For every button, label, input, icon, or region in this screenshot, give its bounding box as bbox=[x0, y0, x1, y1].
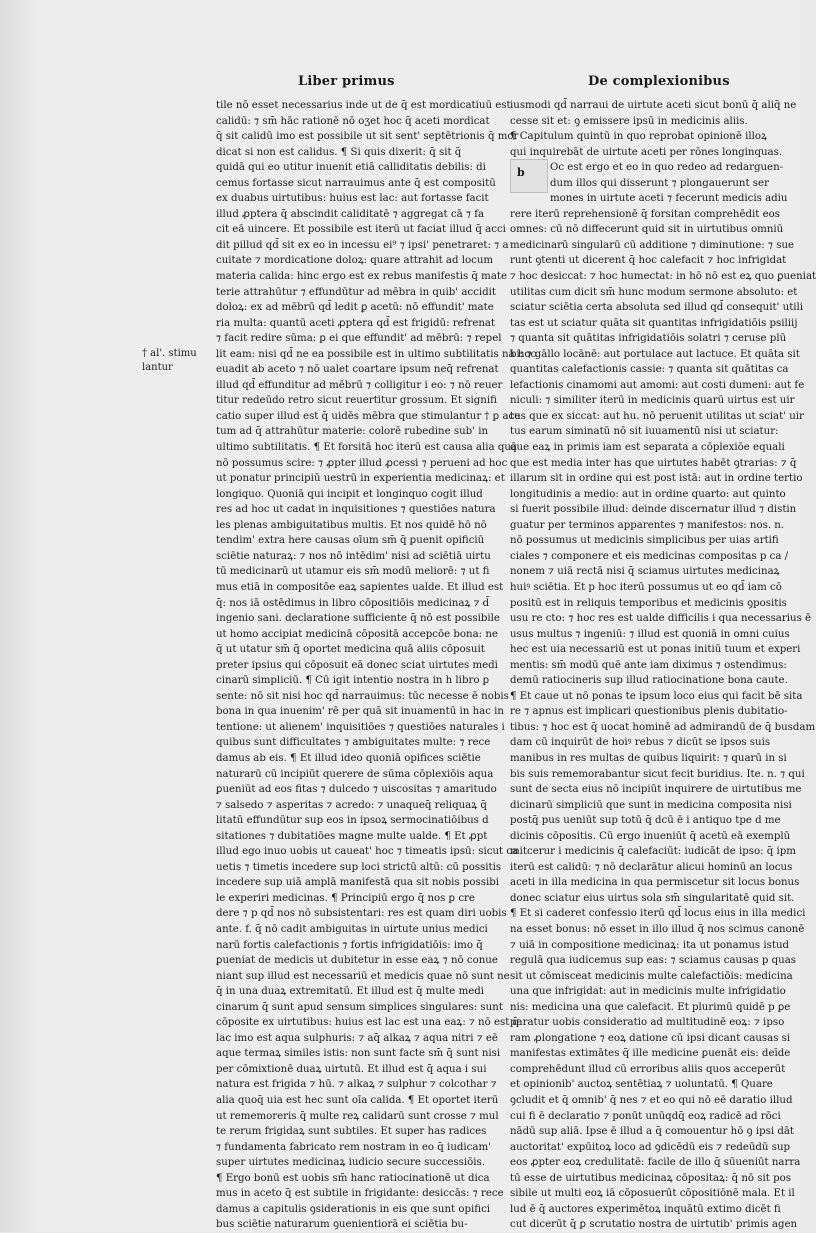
text-line: sciatur sciētia certa absoluta sed illud qd̄ consequit' utili bbox=[510, 302, 804, 314]
text-line: hec est uia necessariū est ut ponas initiū tuum et experi bbox=[510, 644, 801, 656]
page-gutter-shadow bbox=[0, 0, 40, 1232]
text-line: ingenio sani. declaratione sufficiente q̄ nō est possibile bbox=[216, 613, 500, 625]
text-line: mentis: sm̄ modū quē ante iam diximus ⁊ ostendimus: bbox=[510, 659, 787, 671]
text-line: doloꝝ: ex ad mēbrū qd̄ ledit ꝑ acetū: nō effundit' mate bbox=[216, 302, 494, 314]
text-line: Oc est ergo et eo in quo redeo ad redarguen- bbox=[550, 162, 784, 174]
text-line: ante. f. q̄ nō cadit ambiguitas in uirtute unius medici bbox=[216, 923, 488, 935]
text-line: aceti in illa medicina in qua permiscetur sit locus bonus bbox=[510, 877, 800, 889]
running-head-left: Liber primus bbox=[298, 74, 395, 89]
text-line: tus earum siminatū nō sit iuuamentū nisi ut sciatur: bbox=[510, 426, 779, 438]
text-line: una que infrigidat: aut in medicinis multe infrigidatio bbox=[510, 986, 786, 998]
text-line: cuitate ⁊ mordicatione doloꝝ: quare attrahit ad locum bbox=[216, 255, 494, 267]
text-line: iusmodi qd̄ narraui de uirtute aceti sicut bonū q̄ aliq̄ ne bbox=[510, 100, 797, 111]
text-line: preter ipsius qui cōposuit eā donec sciat uirtutes medi bbox=[216, 659, 498, 671]
text-line: donec sciatur eius uirtus sola sm̄ singularitatē quid sit. bbox=[510, 892, 795, 904]
text-line: cinarū simpliciū. ¶ Cū igit intentio nostra in h libro ꝑ bbox=[216, 675, 490, 687]
text-line: nādū sup aliā. Ipse ē illud a q̄ comouentur hō ꝯ ipsi dāt bbox=[510, 1126, 795, 1138]
text-line: quibus sunt difficultates ⁊ ambiguitates multe: ⁊ rece bbox=[216, 737, 491, 749]
text-line: iterū est calidū: ⁊ nō declarātur alicui hominū an locus bbox=[510, 861, 793, 873]
left-text-column bbox=[216, 98, 537, 1233]
text-line: longitudinis a medio: aut in ordine quarto: aut quinto bbox=[510, 488, 786, 500]
text-line: ut rememoreris q̄ multe reꝝ calidarū sunt crosse ⁊ mul bbox=[216, 1110, 499, 1122]
text-line: incedere sup uiā amplā manifestā qua sit nobis possibi bbox=[216, 877, 500, 889]
text-line: q̄ sit calidū imo est possibile ut sit sent' septētrionis q̄ mor bbox=[216, 131, 519, 143]
text-line: sente: nō sit nisi hoc qd̄ narrauimus: tūc necesse ē nobis bbox=[216, 690, 509, 702]
text-line: mitcerur i medicinis q̄ calefaciūt: iudicāt de ipso: q̄ ipm bbox=[510, 846, 796, 858]
text-line: quidā qui eo utitur inuenit etiā calliditatis debilis: di bbox=[216, 162, 486, 174]
text-line: sibile ut multi eoꝝ iā cōposuerūt cōpositiōnē mala. Et il bbox=[510, 1188, 795, 1200]
text-line: demū ratiocineris sup illud ratiocinatione bona caute. bbox=[510, 675, 788, 687]
text-line: mus etiā in compositōe eaꝝ sapientes ualde. Et illud est bbox=[216, 581, 504, 593]
text-line: te rerum frigidaꝝ sunt subtiles. Et super has radices bbox=[216, 1126, 487, 1138]
text-line: regulā qua iudicemus sup eas: ⁊ sciamus causas p quas bbox=[510, 955, 797, 967]
text-line: lud ē q̄ auctores experimētoꝝ inquātū extimo dicēt fi bbox=[510, 1203, 781, 1215]
text-line: omnes: cū nō diffecerunt quid sit in uirtutibus omniū bbox=[510, 224, 784, 236]
text-line: ¶ Capitulum quintū in quo reprobat opinionē illoꝝ bbox=[510, 131, 767, 143]
text-line: ¶ Et si caderet confessio iterū qd̄ locus eius in illa medici bbox=[510, 908, 806, 920]
text-line: dicinis cōpositis. Cū ergo inueniūt q̄ acetū eā exemplū bbox=[510, 830, 791, 842]
text-line: mus in aceto q̄ est subtile in frigidante: desiccās: ⁊ rece bbox=[216, 1188, 504, 1200]
text-line: le experiri medicinas. ¶ Principiū ergo q̄ nos ꝑ cre bbox=[216, 892, 475, 904]
text-line: rere iterū reprehensionē q̄ forsitan comprehēdit eos bbox=[510, 208, 781, 220]
text-line: dicat si non est calidus. ¶ Si quis dixerit: q̄ sit q̄ bbox=[216, 146, 462, 158]
text-line: sit ut cōmisceat medicinis multe calefactiōis: medicina bbox=[510, 970, 793, 982]
text-line: lit eam: nisi qd̄ ne ea possibile est in ultimo subtilitatis nā hoc bbox=[216, 348, 537, 360]
text-line: guatur per terminos apparentes ⁊ manifestos: nos. n. bbox=[510, 519, 785, 531]
text-line: tū esse de uirtutibus medicinaꝝ cōpositaꝝ: q̄ nō sit pos bbox=[510, 1172, 791, 1184]
margin-note: † al'. stimu lantur bbox=[142, 348, 197, 373]
text-line: cesse sit et: ꝯ emissere ipsū in medicinis aliis. bbox=[510, 115, 748, 127]
text-line: q̄: nos iā ostēdimus in libro cōpositiōis medicinaꝝ ⁊ d̄ bbox=[216, 597, 490, 609]
text-line: ⁊ hoc desiccat: ⁊ hoc humectat: in hō nō est eꝝ quo ꝑueniat bbox=[510, 271, 816, 283]
text-line: sunt de secta eius nō incipiūt inquirere de uirtutibus me bbox=[510, 784, 802, 796]
text-line: tendim' extra here causas oīum sm̄ q̄ ꝑuenit opificiū bbox=[216, 535, 485, 547]
text-line: ciales ⁊ componere et eis medicinas compositas p ca / bbox=[510, 550, 789, 562]
text-line: res ad hoc ut cadat in inquisitiones ⁊ questiōes natura bbox=[216, 504, 496, 516]
text-line: cemus fortasse sicut narrauimus ante q̄ est compositū bbox=[216, 177, 496, 189]
text-line: longiquo. Quoniā qui incipit et longinquo cogit illud bbox=[216, 488, 483, 500]
text-line: niant sup illud est necessariū et medicis quae nō sunt ne bbox=[216, 970, 510, 982]
text-line: niculi: ⁊ similiter iterū in medicinis quarū uirtus est uir bbox=[510, 395, 795, 407]
text-line: ꝑueniūt ad eos fitas ⁊ dulcedo ⁊ uiscositas ⁊ amaritudo bbox=[216, 784, 497, 796]
text-line: narū fortis calefactionis ⁊ fortis infrigidatiōis: imo q̄ bbox=[216, 939, 483, 951]
text-line: qui inquirebāt de uirtute aceti per rōnes longinquas. bbox=[510, 146, 783, 158]
text-line: aque termaꝝ similes istis: non sunt facte sm̄ q̄ sunt nisi bbox=[216, 1048, 501, 1060]
text-line: nonem ⁊ uiā rectā nisi q̄ sciamus uirtutes medicinaꝝ bbox=[510, 566, 780, 578]
text-line: dere ⁊ p qd̄ nos nō subsistentari: res est quam diri uobis bbox=[216, 908, 507, 920]
text-line: ⁊ fundamenta fabricato rem nostram in eo q̄ iudicam' bbox=[216, 1141, 491, 1153]
text-line: q̄ in una duaꝝ extremitatū. Et illud est q̄ multe medi bbox=[216, 986, 485, 998]
text-line: quantitas calefactionis cassie: ⁊ quanta sit quātitas ca bbox=[510, 364, 789, 376]
text-line: sciētie naturaꝝ: ⁊ nos nō intēdim' nisi ad sciētiā uirtu bbox=[216, 550, 491, 562]
text-line: usus multus ⁊ ingeniū: ⁊ illud est quoniā in omni cuius bbox=[510, 628, 790, 640]
text-line: dicinarū simpliciū que sunt in medicina composita nisi bbox=[510, 799, 792, 811]
text-line: bis suis rememorabantur sicut fecit buridius. Ite. n. ⁊ qui bbox=[510, 768, 805, 780]
text-line: ⁊ quanta sit quātitas infrigidatiōis solatri ⁊ ceruse plū bbox=[510, 333, 787, 345]
text-line: illarum sit in ordine qui est post istā: aut in ordine tertio bbox=[510, 473, 803, 485]
text-line: cut dicerūt q̄ ꝑ scrutatio nostra de uirtutib' primis agen bbox=[510, 1219, 798, 1231]
text-line: alia quoq̄ uia est hec sunt oīa calida. ¶ Et oportet iterū bbox=[216, 1095, 499, 1106]
text-line: bus sciētie naturarum ꝯuenientiorā ei sciētia bu- bbox=[216, 1219, 468, 1231]
text-line: naturarū cū incipiūt querere de sūma cōplexiōis aqua bbox=[216, 768, 494, 780]
right-text-column bbox=[510, 98, 816, 1233]
text-line: medicinarū singularū cū additione ⁊ diminutione: ⁊ sue bbox=[510, 239, 795, 251]
text-line: si fuerit possibile illud: deinde discernatur illud ⁊ distin bbox=[510, 504, 797, 516]
text-line: nō possumus ut medicinis simplicibus per uias artifi bbox=[510, 535, 779, 547]
text-line: ¶ Ergo bonū est uobis sm̄ hanc ratiocinationē ut dica bbox=[216, 1172, 490, 1184]
text-line: dum illos qui disserunt ⁊ plongauerunt ser bbox=[550, 177, 769, 189]
text-line: cinarum q̄ sunt apud sensum simplices singulares: sunt bbox=[216, 1001, 503, 1013]
text-line: nis: medicina una que calefacit. Et plurimū quidē p ꝑe bbox=[510, 1001, 791, 1013]
text-line: ⁊ uiā in compositione medicinaꝝ: ita ut ponamus istud bbox=[510, 939, 790, 951]
text-line: sitationes ⁊ dubitatiōes magne multe ualde. ¶ Et ꝓpt bbox=[216, 830, 488, 842]
text-line: ut ponatur principiū uestrū in experientia medicinaꝝ: et bbox=[216, 473, 505, 485]
text-line: et opinionib' auctoꝝ sentētiaꝝ ⁊ uoluntatū. ¶ Quare bbox=[510, 1079, 773, 1091]
text-line: tile nō esset necessarius inde ut de q̄ est mordicatiuū est bbox=[216, 100, 511, 111]
text-line: materia calida: hinc ergo est ex rebus manifestis q̄ mate bbox=[216, 271, 508, 283]
text-line: cui fi ē declaratio ⁊ ponūt unūqdq̄ eoꝝ radicē ad rōci bbox=[510, 1110, 781, 1122]
text-line: que est media inter has que uirtutes habēt ꝯtrarias: ⁊ q̄ bbox=[510, 457, 797, 469]
guide-letter: b bbox=[517, 166, 525, 179]
guide-letter-box bbox=[510, 159, 548, 193]
running-head-right: De complexionibus bbox=[588, 74, 730, 89]
text-line: ꝑueniat de medicis ut dubitetur in esse eaꝝ ⁊ nō conue bbox=[216, 955, 498, 967]
text-line: re ⁊ apnus est implicari questionibus plenis dubitatio- bbox=[510, 706, 788, 718]
text-line: damus ab eis. ¶ Et illud ideo quoniā opifices sciētie bbox=[216, 752, 481, 764]
text-line: na esset bonus: nō esset in illo illud q̄ nos scimus canonē bbox=[510, 923, 805, 935]
text-line: utilitas cum dicit sm̄ hunc modum sermone absoluto: et bbox=[510, 286, 798, 298]
text-line: mones in uirtute aceti ⁊ fecerunt medicis adiu bbox=[550, 193, 788, 205]
text-line: les plenas ambiguitatibus multis. Et nos quidē hō nō bbox=[216, 519, 487, 531]
text-line: paratur uobis consideratio ad multitudinē eoꝝ: ⁊ ipso bbox=[510, 1017, 785, 1029]
text-line: comprehēdunt illud cū erroribus aliis quos acceperūt bbox=[510, 1063, 786, 1075]
text-line: lefactionis cinamomi aut amomi: aut costi dumeni: aut fe bbox=[510, 379, 805, 391]
text-line: tum ad q̄ attrahūtur materie: colorē rubedine sub' in bbox=[216, 426, 489, 438]
text-line: q̄ ut utatur sm̄ q̄ oportet medicina quā aliis cōposuit bbox=[216, 644, 485, 656]
text-line: tas est ut sciatur quāta sit quantitas infrigidatiōis psiliij bbox=[510, 317, 798, 329]
text-line: ut homo accipiat medicinā cōpositā accepcōe bona: ne bbox=[216, 628, 498, 640]
text-line: bi: ⁊ gāllo locānē: aut portulace aut lactuce. Et quāta sit bbox=[510, 348, 800, 360]
text-line: cōposite ex uirtutibus: huius est lac est una eaꝝ: ⁊ nō est q̄ bbox=[216, 1017, 520, 1029]
text-line: ꝯcludit et q̄ omnib' q̄ nes ⁊ et eo qui nō eē daratio illud bbox=[510, 1095, 793, 1106]
text-line: natura est frigida ⁊ hū. ⁊ alkaꝝ ⁊ sulphur ⁊ colcothar ⁊ bbox=[216, 1079, 497, 1091]
text-line: illud qd̄ effunditur ad mēbrū ⁊ colligitur i eo: ⁊ nō reuer bbox=[216, 379, 503, 391]
text-line: tibus: ⁊ hoc est q̄ uocat hominē ad admirandū de q̄ busdam bbox=[510, 721, 816, 733]
text-line: huiꝰ sciētia. Et p hoc iterū possumus ut eo qd̄ iam cō bbox=[510, 581, 782, 593]
text-line: cit eā uincere. Et possibile est iterū ut faciat illud q̄ acci bbox=[216, 224, 506, 236]
text-line: positū est in reliquis temporibus et medicinis ꝯpositis bbox=[510, 597, 787, 609]
text-line: ⁊ facit redire sūma: ꝑ ei que effundit' ad mēbrū: ⁊ repel bbox=[216, 333, 502, 345]
text-line: terie attrahūtur ⁊ effundūtur ad mēbra in quib' accidit bbox=[216, 286, 496, 298]
text-line: ¶ Et caue ut nō ponas te ipsum loco eius qui facit bē sita bbox=[510, 690, 803, 702]
text-line: auctoritat' expūitoꝝ loco ad ꝯdicēdū eis ⁊ redeūdū sup bbox=[510, 1141, 791, 1153]
text-line: runt ꝯtenti ut dicerent q̄ hoc calefacit ⁊ hoc infrigidat bbox=[510, 255, 787, 267]
text-line: lac imo est aqua sulphuris: ⁊ aq̄ alkaꝝ ⁊ aqua nitri ⁊ eē bbox=[216, 1032, 498, 1044]
text-line: ram ꝓlongatione ⁊ eoꝝ datione cū ipsi dicant causas si bbox=[510, 1032, 791, 1044]
text-line: tū medicinarū ut utamur eis sm̄ modū meliorē: ⁊ ut fi bbox=[216, 566, 490, 578]
text-line: calidū: ⁊ sm̄ hāc rationē nō oʒet hoc q̄ aceti mordicat bbox=[216, 115, 490, 127]
text-line: uetis ⁊ timetis incedere sup loci strictū altū: cū possitis bbox=[216, 861, 502, 873]
text-line: manibus in res multas de quibus liquirit: ⁊ quarū in si bbox=[510, 752, 787, 764]
text-line: postq̄ pus ueniūt sup totū q̄ dcū ē i antiquo tpe d me bbox=[510, 815, 781, 827]
text-line: tentione: ut alienem' inquisitiōes ⁊ questiōes naturales i bbox=[216, 721, 505, 733]
text-line: litatū effundūtur sup eos in ipsoꝝ sermocinatiōibus d bbox=[216, 815, 489, 827]
text-line: ⁊ salsedo ⁊ asperitas ⁊ acredo: ⁊ unaqueq̄ reliquaꝝ q̄ bbox=[216, 799, 487, 811]
text-line: ultimo subtilitatis. ¶ Et forsitā hoc iterū est causa alia quā bbox=[216, 442, 517, 454]
text-line: eos ꝓpter eoꝝ credulitatē: facile de illo q̄ sūueniūt narra bbox=[510, 1157, 801, 1169]
text-line: nō possumus scire: ⁊ ꝓpter illud ꝓcessi ⁊ perueni ad hoc bbox=[216, 457, 508, 469]
text-line: dit pillud qd̄ sit ex eo in incessu ei⁹ ⁊ ipsi' penetraret: ⁊ a bbox=[216, 239, 509, 251]
text-line: catio super illud est q̄ uidēs mēbra que stimulantur † ꝑ ace bbox=[216, 410, 521, 422]
text-line: illud ꝓptera q̄ abscindit caliditatē ⁊ aggregat cā ⁊ fa bbox=[216, 208, 485, 220]
text-line: que eaꝝ in primis iam est separata a cōplexiōe equali bbox=[510, 442, 785, 454]
text-line: dam cū inquirūt de hoiꝰ rebus ⁊ dicūt se ipsos suis bbox=[510, 737, 771, 749]
text-line: bona in qua inuenim' rē per quā sit inuamentū in hac in bbox=[216, 706, 504, 718]
text-line: super uirtutes medicinaꝝ iudicio secure successiōis. bbox=[216, 1157, 485, 1169]
text-line: damus a capitulis ꝯsiderationis in eis que sunt opifici bbox=[216, 1203, 491, 1215]
text-line: ex duabus uirtutibus: huius est lac: aut fortasse facit bbox=[216, 193, 489, 205]
text-line: titur redeūdo retro sicut reuertitur grossum. Et signifi bbox=[216, 395, 497, 407]
text-line: illud ego inuo uobis ut caueat' hoc ⁊ timeatis ipsū: sicut ca bbox=[216, 846, 519, 858]
text-line: euadit ab aceto ⁊ nō ualet coartare ipsum neq̄ refrenat bbox=[216, 364, 499, 376]
text-line: tus que ex siccat: aut hu. nō peruenit utilitas ut sciat' uir bbox=[510, 410, 804, 422]
text-line: manifestas extimātes q̄ ille medicine ꝑuenāt eis: deīde bbox=[510, 1048, 791, 1060]
text-line: usu re cto: ⁊ hoc res est ualde difficilis i qua necessarius ē bbox=[510, 613, 812, 625]
text-line: ria multa: quantū aceti ꝓptera qd̄ est frigidū: refrenat bbox=[216, 317, 496, 329]
text-line: per cōmixtionē duaꝝ uirtutū. Et illud est q̄ aqua i sui bbox=[216, 1063, 487, 1075]
